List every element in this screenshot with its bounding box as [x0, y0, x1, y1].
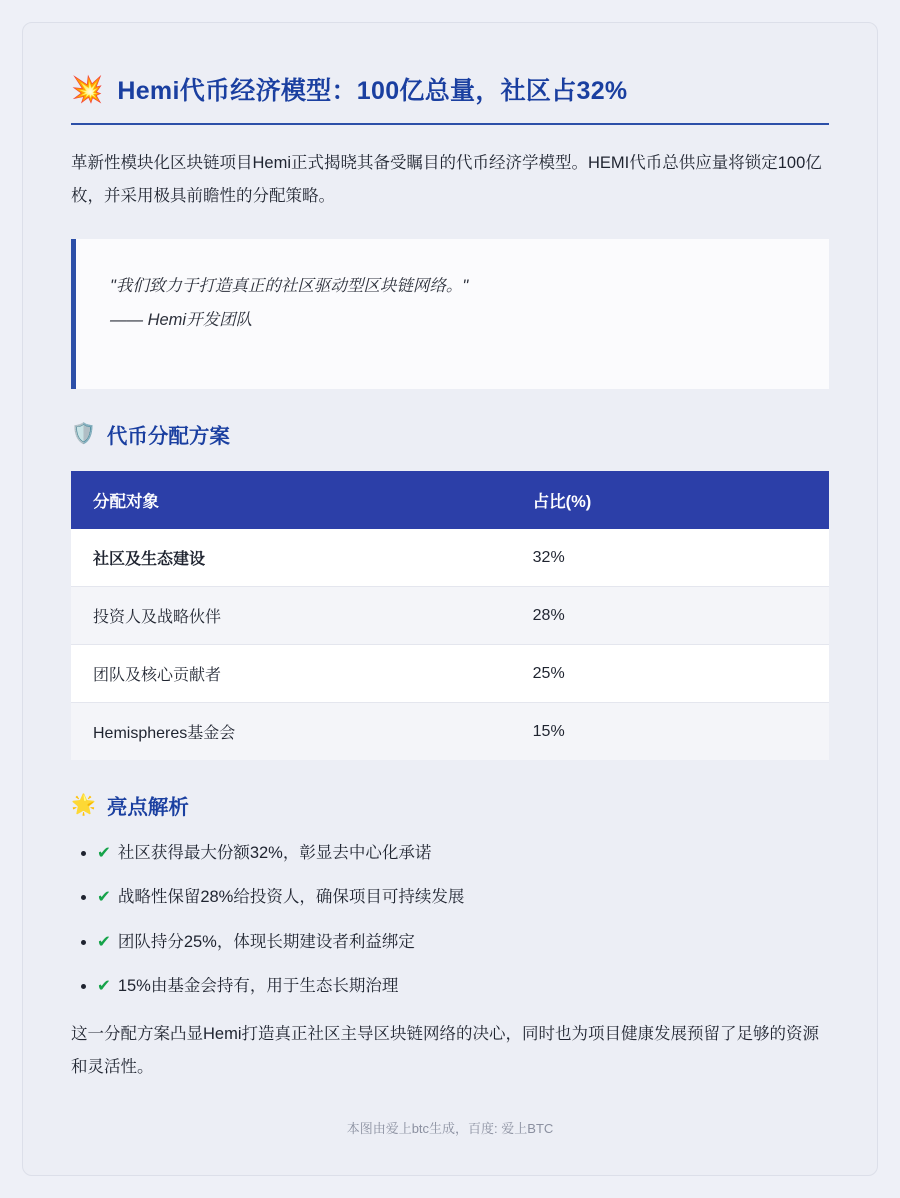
title-divider: [71, 123, 829, 125]
cell-target: 投资人及战略伙伴: [71, 587, 511, 645]
check-icon: ✔: [97, 977, 111, 996]
intro-paragraph: 革新性模块化区块链项目Hemi正式揭晓其备受瞩目的代币经济学模型。HEMI代币总供应量将锁定100亿枚，并采用极具前瞻性的分配策略。: [71, 154, 822, 205]
footer-credit: 本图由爱上btc生成，百度: 爱上BTC: [346, 1120, 554, 1136]
cell-target: 社区及生态建设: [71, 529, 511, 587]
cell-percent: 32%: [511, 529, 829, 587]
collision-icon: 💥: [71, 74, 104, 104]
table-header: [71, 471, 829, 529]
highlights-section-heading: [71, 790, 829, 820]
list-item: [97, 973, 829, 999]
table-row: [71, 529, 829, 587]
page-title-text: Hemi代币经济模型：100亿总量，社区占32%: [117, 77, 628, 105]
list-item: [97, 929, 829, 955]
cell-percent: 15%: [511, 703, 829, 761]
shield-icon: 🛡️: [71, 423, 96, 445]
cell-target: Hemispheres基金会: [71, 703, 511, 761]
table-row: [71, 587, 829, 645]
list-item: [97, 884, 829, 910]
column-header-target: 分配对象: [71, 471, 511, 529]
allocation-section-heading: [71, 419, 829, 449]
table-body: [71, 529, 829, 760]
allocation-table: [71, 471, 829, 760]
check-icon: ✔: [97, 844, 111, 862]
cell-target: 团队及核心贡献者: [71, 645, 511, 703]
table-row: [71, 645, 829, 703]
star-icon: 🌟: [71, 794, 96, 816]
list-item-label: 团队持分25%，体现长期建设者利益绑定: [117, 932, 415, 951]
cell-percent: 28%: [511, 587, 829, 645]
quote-block: [71, 239, 829, 389]
quote-author: —— Hemi开发团队: [110, 310, 253, 329]
highlights-list: [71, 840, 829, 1000]
list-item-label: 社区获得最大份额32%，彰显去中心化承诺: [117, 844, 432, 862]
table-row: [71, 703, 829, 761]
check-icon: ✔: [97, 888, 111, 907]
check-icon: ✔: [97, 932, 111, 951]
quote-text: "我们致力于打造真正的社区驱动型区块链网络。": [110, 277, 469, 295]
allocation-section-title: 代币分配方案: [106, 425, 230, 448]
page-title: [71, 71, 829, 107]
cell-percent: 25%: [511, 645, 829, 703]
list-item-label: 15%由基金会持有，用于生态长期治理: [117, 977, 399, 996]
table-header-row: [71, 471, 829, 529]
list-item-label: 战略性保留28%给投资人，确保项目可持续发展: [117, 888, 465, 907]
closing-paragraph: 这一分配方案凸显Hemi打造真正社区主导区块链网络的决心，同时也为项目健康发展预留了足够的资源和灵活性。: [71, 1024, 820, 1076]
article-card: [22, 22, 878, 1176]
column-header-percent: 占比(%): [511, 471, 829, 529]
list-item: [97, 840, 829, 866]
highlights-section-title: 亮点解析: [106, 796, 189, 819]
